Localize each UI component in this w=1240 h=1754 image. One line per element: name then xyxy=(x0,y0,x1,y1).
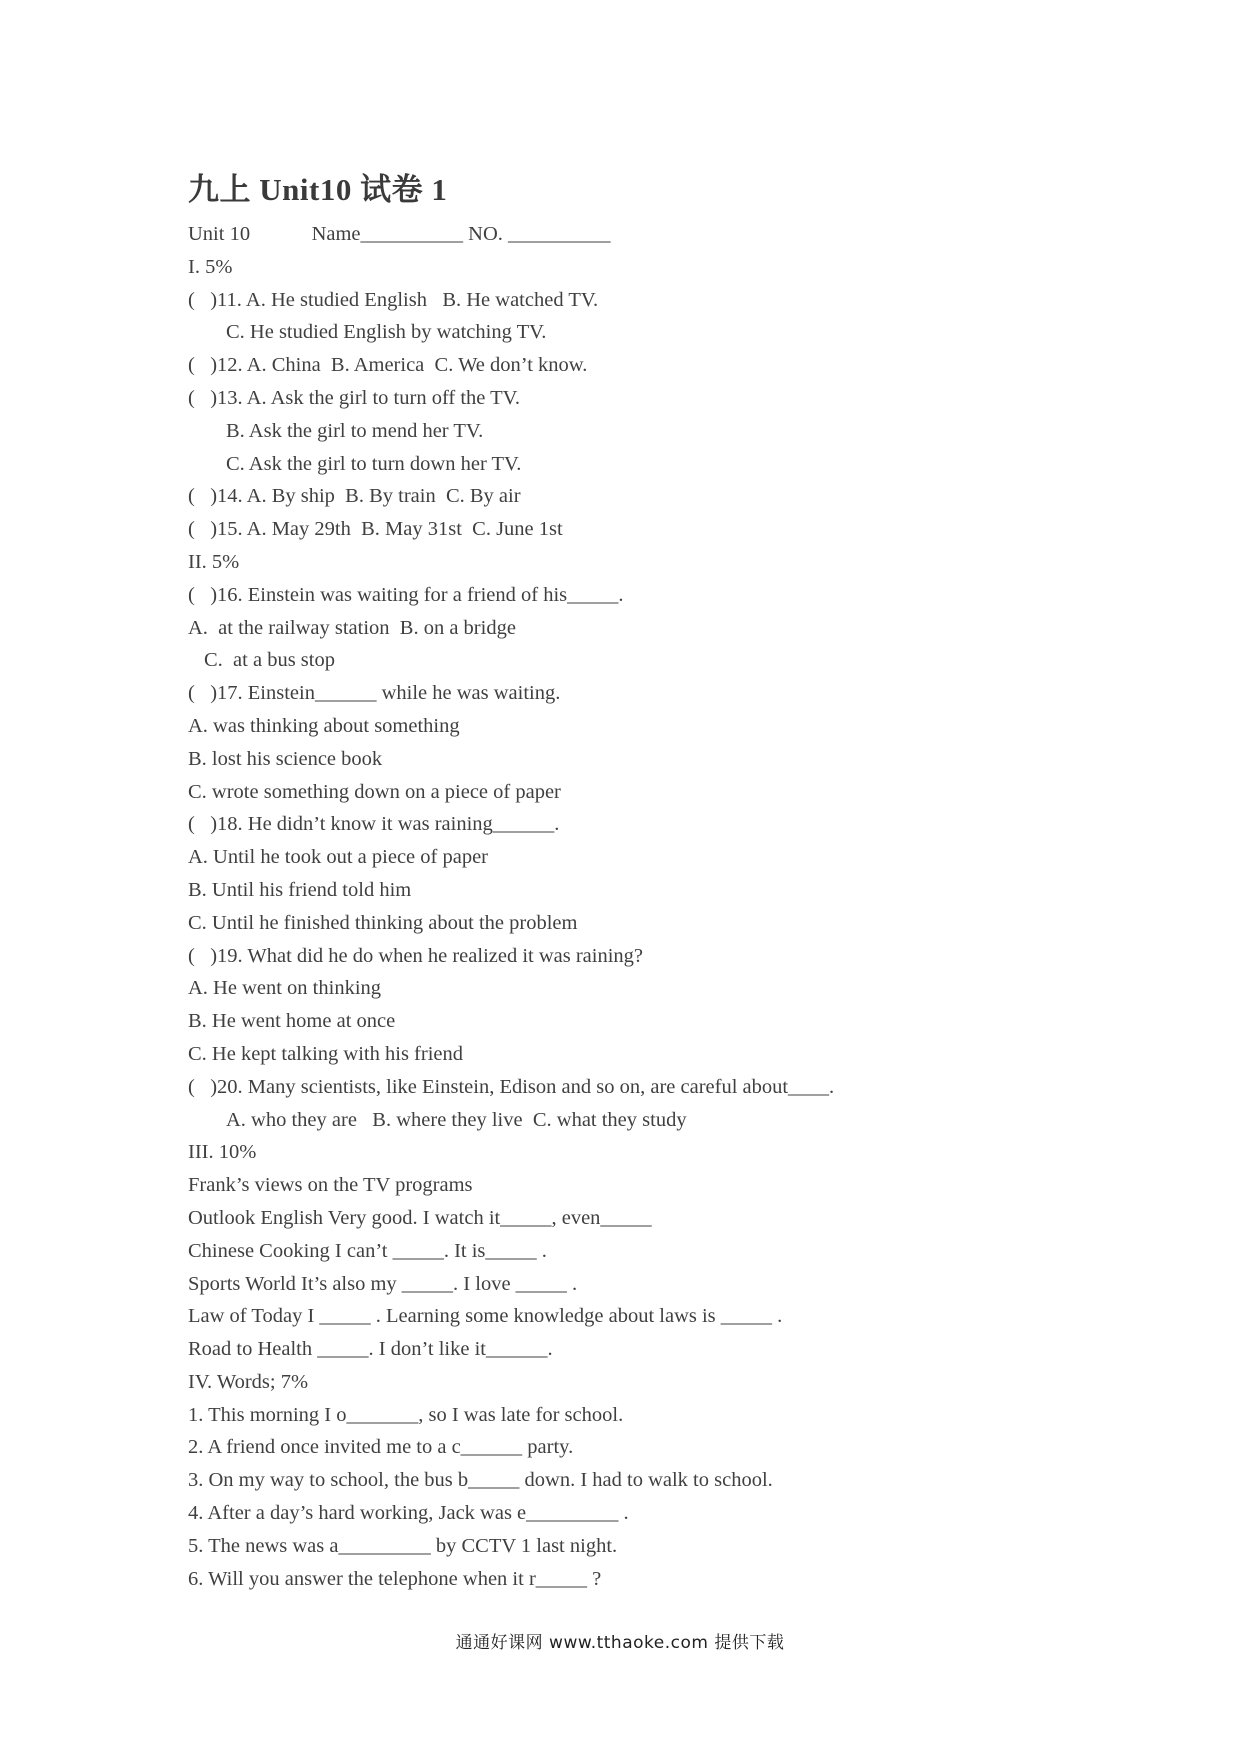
worksheet-line: Chinese Cooking I can’t _____. It is_____ . xyxy=(188,1239,547,1262)
worksheet-line: A. He went on thinking xyxy=(188,977,382,1000)
worksheet-line: II. 5% xyxy=(188,550,240,573)
worksheet-line: ( )17. Einstein______ while he was waiting. xyxy=(188,682,561,705)
worksheet-line: Unit 10 Name__________ NO. __________ xyxy=(188,223,611,245)
worksheet-line: ( )16. Einstein was waiting for a friend of his_____. xyxy=(188,583,624,606)
worksheet-line: Law of Today I _____ . Learning some knowledge about laws is _____ . xyxy=(188,1305,783,1328)
worksheet-line: 6. Will you answer the telephone when it r_____ ? xyxy=(188,1567,602,1590)
worksheet-line: B. Until his friend told him xyxy=(188,878,412,901)
worksheet-line: Road to Health _____. I don’t like it______. xyxy=(188,1338,553,1361)
page-title: 九上 Unit10 试卷 1 xyxy=(188,172,448,207)
worksheet-line: Outlook English Very good. I watch it_____, even_____ xyxy=(188,1206,652,1229)
worksheet-line: Sports World It’s also my _____. I love _____ . xyxy=(188,1272,578,1295)
worksheet-line: A. at the railway station B. on a bridge xyxy=(188,616,516,639)
worksheet-line: 3. On my way to school, the bus b_____ down. I had to walk to school. xyxy=(188,1469,773,1492)
worksheet-line: C. He studied English by watching TV. xyxy=(226,321,547,344)
worksheet-line: ( )18. He didn’t know it was raining______. xyxy=(188,813,560,836)
worksheet-line: ( )20. Many scientists, like Einstein, Edison and so on, are careful about____. xyxy=(188,1075,835,1098)
worksheet-line: C. He kept talking with his friend xyxy=(188,1042,463,1065)
worksheet-line: C. Until he finished thinking about the problem xyxy=(188,911,578,934)
worksheet-line: C. at a bus stop xyxy=(204,649,335,672)
worksheet-line: A. was thinking about something xyxy=(188,714,460,737)
worksheet-line: A. who they are B. where they live C. what they study xyxy=(226,1108,687,1131)
worksheet-line: 4. After a day’s hard working, Jack was e_________ . xyxy=(188,1502,629,1525)
worksheet-line: 2. A friend once invited me to a c______ party. xyxy=(188,1436,574,1459)
worksheet-line: 5. The news was a_________ by CCTV 1 last night. xyxy=(188,1534,618,1557)
worksheet-line: C. Ask the girl to turn down her TV. xyxy=(226,452,522,475)
worksheet-line: ( )15. A. May 29th B. May 31st C. June 1st xyxy=(188,518,563,541)
worksheet-line: B. He went home at once xyxy=(188,1010,396,1033)
page-footer: 通通好课网 www.tthaoke.com 提供下载 xyxy=(455,1633,785,1653)
worksheet-line: ( )12. A. China B. America C. We don’t know. xyxy=(188,354,588,377)
worksheet-line: 1. This morning I o_______, so I was late for school. xyxy=(188,1403,624,1426)
worksheet-line: B. lost his science book xyxy=(188,747,383,770)
worksheet-line: ( )19. What did he do when he realized it was raining? xyxy=(188,944,644,967)
worksheet-line: ( )13. A. Ask the girl to turn off the TV. xyxy=(188,386,520,409)
worksheet-body xyxy=(188,218,1188,1595)
worksheet-line: IV. Words; 7% xyxy=(188,1370,309,1393)
worksheet-line: C. wrote something down on a piece of paper xyxy=(188,780,561,803)
worksheet-line: B. Ask the girl to mend her TV. xyxy=(226,419,484,442)
worksheet-line: I. 5% xyxy=(188,255,233,278)
worksheet-line: A. Until he took out a piece of paper xyxy=(188,846,489,869)
worksheet-line: Frank’s views on the TV programs xyxy=(188,1174,473,1197)
worksheet-line: ( )11. A. He studied English B. He watched TV. xyxy=(188,288,599,311)
worksheet-line: ( )14. A. By ship B. By train C. By air xyxy=(188,485,521,508)
worksheet-line: III. 10% xyxy=(188,1141,257,1164)
